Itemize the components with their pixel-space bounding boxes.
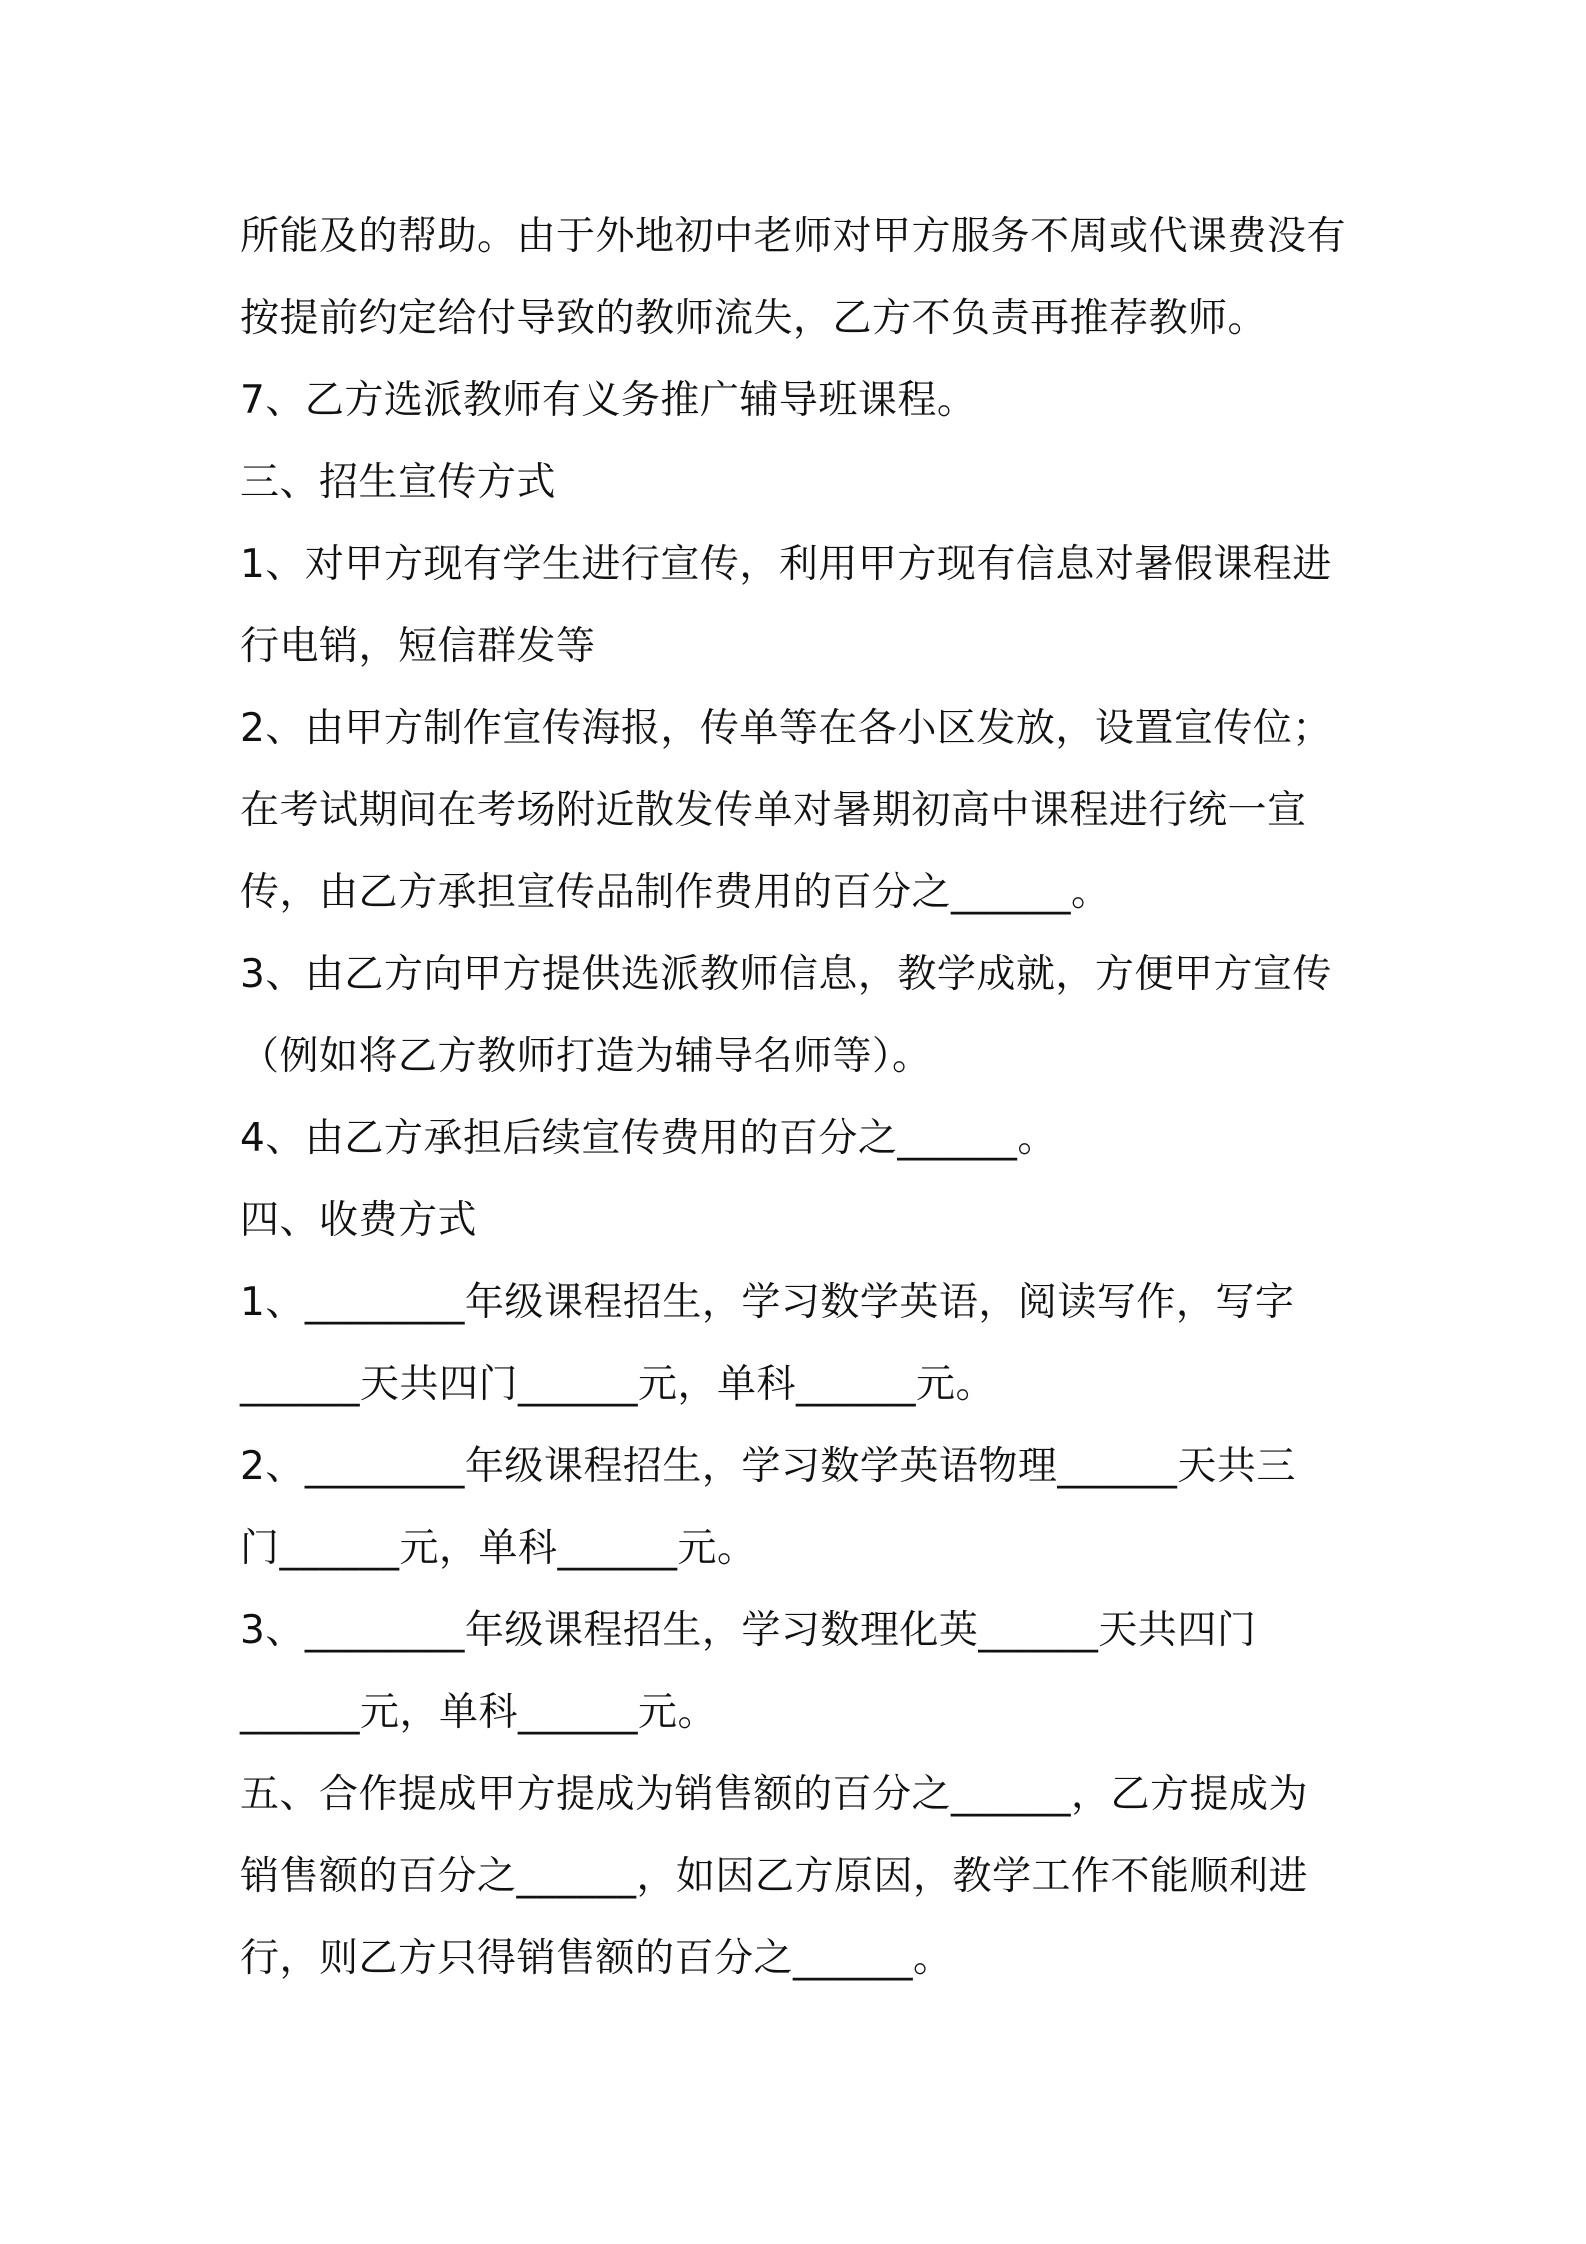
text-line: 行，则乙方只得销售额的百分之______。 (240, 1936, 953, 1981)
text-line: ______天共四门______元，单科______元。 (240, 1362, 996, 1407)
text-line: 3、________年级课程招生，学习数理化英______天共四门 (240, 1608, 1257, 1653)
text-line: 4、由乙方承担后续宣传费用的百分之______。 (240, 1116, 1057, 1161)
text-line: 传，由乙方承担宣传品制作费用的百分之______。 (240, 870, 1111, 915)
text-line: 按提前约定给付导致的教师流失，乙方不负责再推荐教师。 (240, 296, 1268, 341)
text-line: 1、对甲方现有学生进行宣传，利用甲方现有信息对暑假课程进 (240, 542, 1332, 587)
text-line: 五、合作提成甲方提成为销售额的百分之______，乙方提成为 (240, 1772, 1309, 1817)
text-line: ______元，单科______元。 (240, 1690, 718, 1735)
text-line: 7、乙方选派教师有义务推广辅导班课程。 (240, 378, 977, 423)
text-line: 2、________年级课程招生，学习数学英语物理______天共三 (240, 1444, 1296, 1489)
text-line: 销售额的百分之______，如因乙方原因，教学工作不能顺利进 (240, 1854, 1309, 1899)
paragraph-continued-help (240, 196, 1350, 360)
item-4-3 (240, 1590, 1350, 1754)
item-3-4 (240, 1098, 1350, 1180)
item-2-7 (240, 360, 1350, 442)
text-line: 2、由甲方制作宣传海报，传单等在各小区发放，设置宣传位； (240, 706, 1332, 751)
text-line: 所能及的帮助。由于外地初中老师对甲方服务不周或代课费没有 (240, 214, 1347, 259)
text-line: 门______元，单科______元。 (240, 1526, 757, 1571)
item-3-1 (240, 524, 1350, 688)
section-4-heading (240, 1180, 1350, 1262)
text-line: 四、收费方式 (240, 1198, 478, 1243)
text-line: 3、由乙方向甲方提供选派教师信息，教学成就，方便甲方宣传 (240, 952, 1332, 997)
section-3-heading (240, 442, 1350, 524)
item-3-2 (240, 688, 1350, 934)
text-line: 1、________年级课程招生，学习数学英语，阅读写作，写字 (240, 1280, 1295, 1325)
text-line: 在考试期间在考场附近散发传单对暑期初高中课程进行统一宣 (240, 788, 1307, 833)
text-line: （例如将乙方教师打造为辅导名师等）。 (240, 1034, 932, 1079)
text-line: 三、招生宣传方式 (240, 460, 557, 505)
text-line: 行电销，短信群发等 (240, 624, 596, 669)
item-3-3 (240, 934, 1350, 1098)
section-5-heading (240, 1754, 1350, 2000)
item-4-2 (240, 1426, 1350, 1590)
document-body (240, 196, 1350, 2000)
item-4-1 (240, 1262, 1350, 1426)
